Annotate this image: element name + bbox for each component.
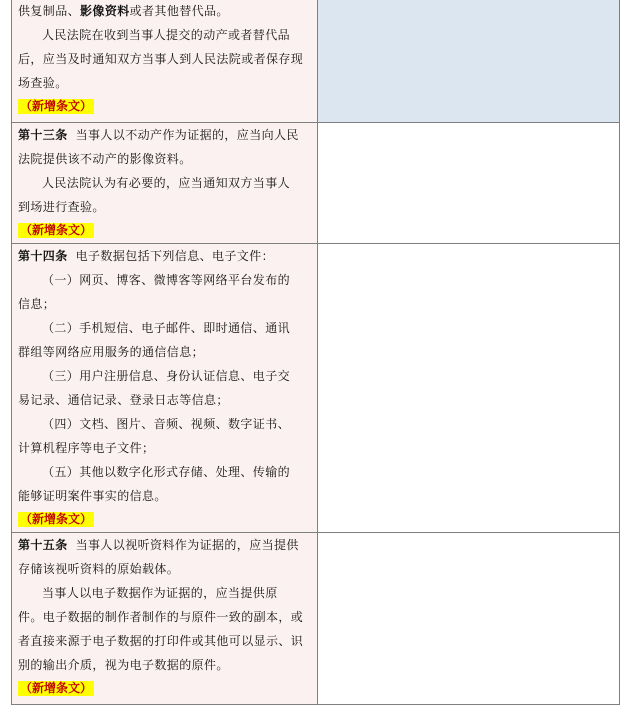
text-line: （三）用户注册信息、身份认证信息、电子交 (42, 369, 291, 383)
article-cell (12, 533, 318, 705)
new-article-tag: （新增条文） (20, 223, 93, 237)
table-row (12, 123, 620, 244)
text-segment: 当事人以视听资料作为证据的，应当提供 (75, 538, 299, 552)
table-row (12, 533, 620, 705)
text-segment: 或者其他替代品。 (129, 4, 229, 18)
text-line: （四）文档、图片、音频、视频、数字证书、 (42, 417, 291, 431)
text-line: 计算机程序等电子文件； (18, 441, 155, 455)
bold-text-segment: 影像资料 (80, 4, 130, 18)
text-line: 场查验。 (18, 76, 68, 90)
text-line: 存储该视听资料的原始载体。 (18, 562, 180, 576)
text-line: 法院提供该不动产的影像资料。 (18, 152, 192, 166)
text-segment: 当事人以不动产作为证据的，应当向人民 (75, 128, 299, 142)
text-line: （二）手机短信、电子邮件、即时通信、通讯 (42, 321, 291, 335)
text-line: 群组等网络应用服务的通信信息； (18, 345, 205, 359)
text-segment: 供复制品、 (18, 4, 81, 18)
comment-cell (318, 533, 620, 705)
text-line: 别的输出介质，视为电子数据的原件。 (18, 658, 229, 672)
new-article-tag: （新增条文） (20, 512, 93, 526)
text-line: 后，应当及时通知双方当事人到人民法院或者保存现 (18, 52, 304, 66)
text-segment: 电子数据包括下列信息、电子文件： (75, 249, 275, 263)
article-cell (12, 123, 318, 244)
table-row (12, 244, 620, 533)
article-number: 第十五条 (18, 538, 68, 552)
comparison-table (11, 0, 620, 705)
table-row (12, 0, 620, 123)
text-line: 人民法院在收到当事人提交的动产或者替代品 (42, 28, 291, 42)
text-line: 易记录、通信记录、登录日志等信息； (18, 393, 229, 407)
text-line (18, 123, 311, 147)
text-line (18, 533, 311, 557)
text-line: 人民法院认为有必要的，应当通知双方当事人 (42, 176, 291, 190)
text-line (18, 0, 311, 23)
comment-cell (318, 244, 620, 533)
text-line: 到场进行查验。 (18, 200, 105, 214)
text-line: （一）网页、博客、微博客等网络平台发布的 (42, 273, 291, 287)
text-line: 者直接来源于电子数据的打印件或其他可以显示、识 (18, 634, 304, 648)
new-article-tag: （新增条文） (20, 681, 93, 695)
text-line: （五）其他以数字化形式存储、处理、传输的 (42, 465, 291, 479)
text-line: 信息； (18, 297, 56, 311)
new-article-tag: （新增条文） (20, 99, 93, 113)
text-line: 当事人以电子数据作为证据的，应当提供原 (42, 586, 278, 600)
article-number: 第十四条 (18, 249, 68, 263)
text-line (18, 244, 311, 268)
comment-cell (318, 123, 620, 244)
article-cell (12, 0, 318, 123)
article-number: 第十三条 (18, 128, 68, 142)
text-line: 件。电子数据的制作者制作的与原件一致的副本，或 (18, 610, 304, 624)
article-cell (12, 244, 318, 533)
comment-cell (318, 0, 620, 123)
text-line: 能够证明案件事实的信息。 (18, 489, 167, 503)
